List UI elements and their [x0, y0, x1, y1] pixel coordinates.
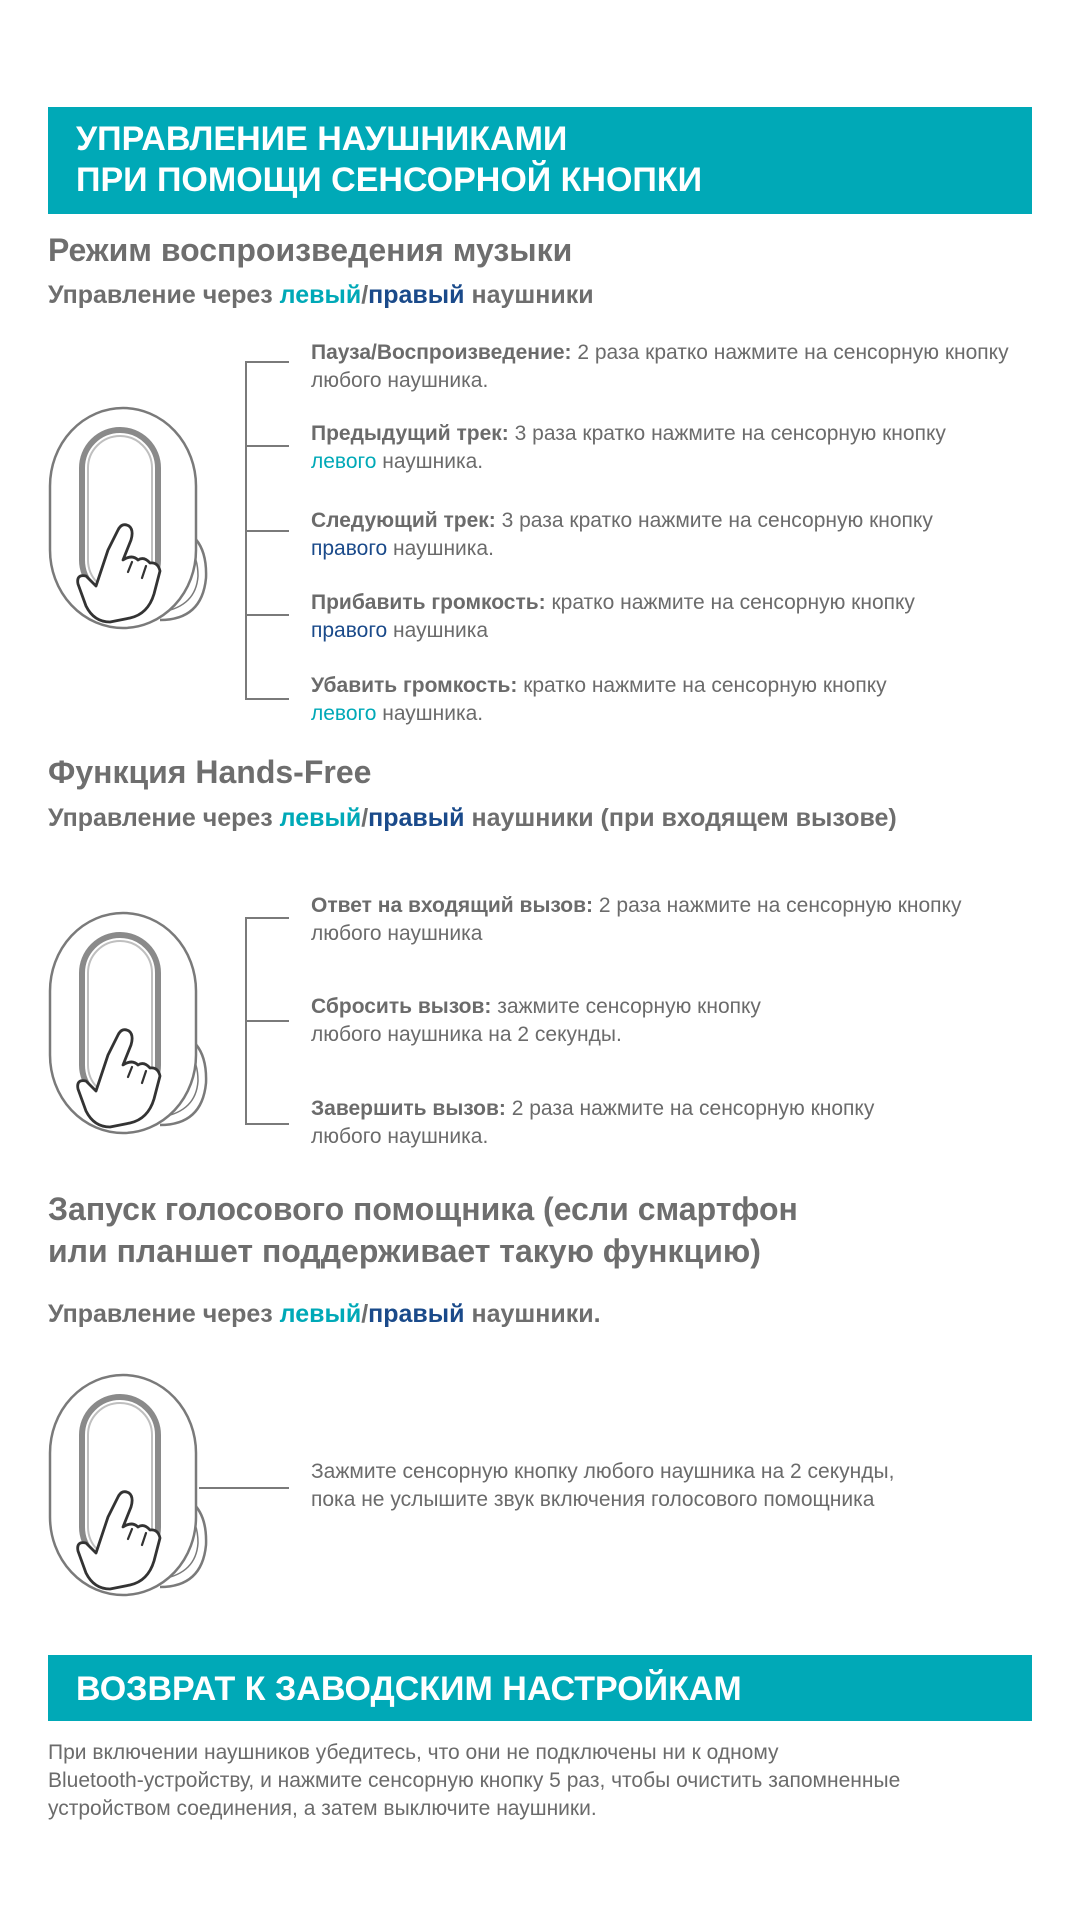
item-text2: любого наушника — [311, 922, 483, 945]
item-text2: любого наушника. — [311, 1125, 489, 1148]
reset-description — [48, 1739, 1038, 1823]
music-bracket — [245, 361, 291, 700]
item-text2: наушника — [387, 619, 489, 642]
reset-text-line1: При включении наушников убедитесь, что они не подключены ни к одному — [48, 1741, 779, 1764]
handsfree-control-line — [48, 804, 897, 833]
assistant-text-line2: пока не услышите звук включения голосового помощника — [311, 1488, 875, 1511]
assistant-control-line — [48, 1300, 601, 1329]
earbud-tap-icon — [48, 905, 208, 1135]
control-prefix: Управление через — [48, 804, 280, 832]
assistant-section-title — [48, 1188, 798, 1272]
item-highlight: левого — [311, 450, 377, 473]
item-highlight: левого — [311, 702, 377, 725]
item-text2: наушника. — [376, 450, 484, 473]
left-word: левый — [279, 1300, 362, 1328]
item-label: Завершить вызов: — [311, 1097, 506, 1120]
reset-text-line2: Bluetooth-устройству, и нажмите сенсорную кнопку 5 раз, чтобы очистить запомненные — [48, 1769, 901, 1792]
item-text: кратко нажмите на сенсорную кнопку — [545, 591, 915, 614]
right-word: правый — [368, 281, 465, 309]
earbud-tap-icon — [48, 1367, 208, 1597]
item-highlight: правого — [311, 619, 388, 642]
item-label: Убавить громкость: — [311, 674, 518, 697]
reset-banner — [48, 1655, 1032, 1721]
handsfree-bracket — [245, 917, 291, 1125]
assistant-title-line1: Запуск голосового помощника (если смартфон — [48, 1191, 798, 1227]
slash: / — [361, 1300, 369, 1328]
header-title-line2: ПРИ ПОМОЩИ СЕНСОРНОЙ КНОПКИ — [76, 161, 703, 199]
music-item-prev — [311, 420, 1041, 476]
item-text2: наушника. — [387, 537, 494, 560]
item-text2: любого наушника на 2 секунды. — [311, 1023, 622, 1046]
slash: / — [361, 804, 369, 832]
music-control-line — [48, 281, 594, 310]
control-prefix: Управление через — [48, 1300, 280, 1328]
control-suffix: наушники (при входящем вызове) — [464, 804, 897, 832]
item-label: Прибавить громкость: — [311, 591, 546, 614]
item-text: 3 раза кратко нажмите на сенсорную кнопку — [508, 422, 946, 445]
reset-title: ВОЗВРАТ К ЗАВОДСКИМ НАСТРОЙКАМ — [76, 1670, 742, 1708]
music-item-next — [311, 507, 1041, 563]
control-suffix: наушники. — [464, 1300, 601, 1328]
handsfree-item-answer — [311, 892, 1041, 948]
item-text: 2 раза нажмите на сенсорную кнопку — [505, 1097, 875, 1120]
music-item-volume-down — [311, 672, 1041, 728]
item-label: Сбросить вызов: — [311, 995, 492, 1018]
header-title-line1: УПРАВЛЕНИЕ НАУШНИКАМИ — [76, 120, 568, 158]
item-label: Пауза/Воспроизведение: — [311, 341, 572, 364]
right-word: правый — [368, 1300, 465, 1328]
item-label: Следующий трек: — [311, 509, 496, 532]
item-text: зажмите сенсорную кнопку — [491, 995, 761, 1018]
handsfree-item-end — [311, 1095, 1041, 1151]
earbud-tap-icon — [48, 400, 208, 630]
music-item-pause — [311, 339, 1021, 395]
header-banner — [48, 107, 1032, 214]
reset-text-line3: устройством соединения, а затем выключите наушники. — [48, 1797, 597, 1820]
assistant-connector-line — [199, 1487, 289, 1489]
item-label: Ответ на входящий вызов: — [311, 894, 594, 917]
control-suffix: наушники — [464, 281, 594, 309]
item-label: Предыдущий трек: — [311, 422, 509, 445]
item-text: 3 раза кратко нажмите на сенсорную кнопку — [495, 509, 933, 532]
handsfree-section-title: Функция Hands-Free — [48, 754, 372, 790]
assistant-instruction — [311, 1458, 1041, 1514]
item-text: 2 раза нажмите на сенсорную кнопку — [593, 894, 962, 917]
music-section-title: Режим воспроизведения музыки — [48, 232, 573, 268]
slash: / — [361, 281, 369, 309]
item-text2: наушника. — [376, 702, 484, 725]
handsfree-item-reject — [311, 993, 1041, 1049]
control-prefix: Управление через — [48, 281, 280, 309]
music-item-volume-up — [311, 589, 1041, 645]
item-highlight: правого — [311, 537, 388, 560]
assistant-text-line1: Зажмите сенсорную кнопку любого наушника на 2 секунды, — [311, 1460, 895, 1483]
item-text: 2 раза кратко нажмите на сенсорную кнопку любого наушника. — [311, 341, 1009, 392]
left-word: левый — [279, 281, 362, 309]
assistant-title-line2: или планшет поддерживает такую функцию) — [48, 1233, 761, 1269]
item-text: кратко нажмите на сенсорную кнопку — [517, 674, 887, 697]
right-word: правый — [368, 804, 465, 832]
left-word: левый — [279, 804, 362, 832]
